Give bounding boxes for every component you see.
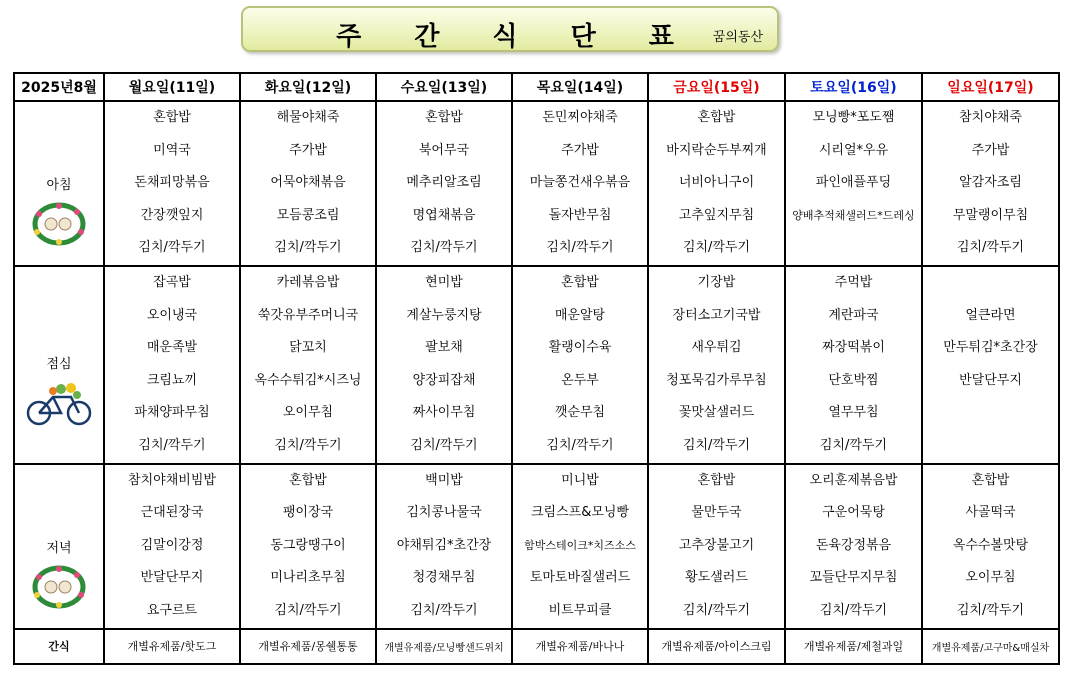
menu-item: 혼합밥	[153, 110, 191, 125]
menu-item: 김치/깍두기	[546, 437, 614, 453]
snack-cell-wed: 개별유제품/모닝빵샌드위치	[376, 629, 512, 664]
menu-item: 구운어묵탕	[822, 505, 885, 521]
menu-item: 알감자조림	[959, 175, 1022, 191]
breakfast-cell-sun	[922, 101, 1059, 266]
menu-item: 참치야채죽	[959, 110, 1022, 125]
menu-item: 활랭이수육	[548, 340, 612, 356]
menu-item: 장터소고기국밥	[672, 307, 761, 323]
menu-item: 닭꼬치	[289, 340, 327, 356]
menu-item: 김치/깍두기	[819, 437, 888, 453]
menu-item: 주가밥	[289, 142, 327, 158]
menu-item: 파인애플푸딩	[815, 175, 892, 191]
day-header-wed: 수요일(13일)	[376, 73, 512, 101]
lunch-cell-sun	[922, 266, 1059, 464]
dinner-cell-mon	[104, 464, 240, 629]
breakfast-cell-tue	[240, 101, 376, 266]
snack-cell-sun: 개별유제품/고구마&매실차	[922, 629, 1059, 664]
menu-item: 짜장떡볶이	[822, 340, 885, 356]
menu-item: 요구르트	[146, 602, 198, 618]
menu-item: 돈육강정볶음	[815, 537, 892, 553]
menu-item: 모듬콩조림	[276, 207, 340, 223]
menu-item: 너비아니구이	[678, 175, 755, 191]
menu-item: 기장밥	[697, 274, 736, 290]
dinner-label-cell	[14, 464, 104, 629]
menu-item: 오이무침	[282, 405, 334, 421]
menu-item: 물만두국	[691, 505, 742, 521]
lunch-label-cell	[14, 266, 104, 464]
menu-item: 양배추적채샐러드*드레싱	[792, 208, 915, 222]
menu-item: 간장깻잎지	[140, 207, 204, 223]
menu-item: 잡곡밥	[153, 274, 191, 290]
menu-item: 옥수수튀김*시즈닝	[254, 372, 362, 388]
menu-item: 김치/깍두기	[138, 240, 206, 256]
menu-item: 오이냉국	[146, 307, 198, 323]
menu-item: 김치/깍두기	[274, 602, 342, 618]
menu-item: 단호박찜	[828, 372, 879, 388]
flower-bicycle-icon	[25, 379, 93, 429]
menu-item: 새우튀김	[691, 340, 742, 356]
day-header-sun: 일요일(17일)	[922, 73, 1059, 101]
menu-item: 깻순무침	[554, 405, 606, 421]
menu-item: 미나리초무침	[270, 570, 346, 586]
breakfast-row	[14, 101, 1059, 266]
breakfast-cell-sat	[785, 101, 922, 266]
month-label: 2025년8월	[14, 73, 104, 101]
menu-item: 김치/깍두기	[682, 437, 751, 453]
menu-item: 크림스프&모닝빵	[530, 505, 630, 521]
snack-row	[14, 629, 1059, 664]
menu-item: 김치/깍두기	[274, 240, 342, 256]
menu-item: 모닝빵*포도쨈	[812, 110, 895, 125]
menu-item: 마늘쫑건새우볶음	[529, 175, 631, 191]
menu-item: 혼합밥	[697, 472, 736, 488]
menu-item: 주가밥	[971, 142, 1010, 158]
menu-item: 청경채무침	[412, 570, 476, 586]
header-row	[14, 73, 1059, 101]
page-title: 주 간 식 단 표	[336, 22, 696, 52]
menu-item: 바지락순두부찌개	[666, 142, 767, 158]
meal-label-dinner: 저녁	[46, 540, 72, 556]
menu-item: 카레볶음밥	[276, 274, 340, 290]
menu-item: 근대된장국	[140, 505, 204, 521]
menu-item: 미니밥	[561, 472, 599, 488]
menu-item: 청포묵김가루무침	[666, 372, 767, 388]
day-header-sat: 토요일(16일)	[785, 73, 922, 101]
menu-item: 북어무국	[418, 142, 470, 158]
menu-item: 혼합밥	[289, 472, 327, 488]
menu-item: 어묵야채볶음	[270, 175, 346, 191]
dinner-cell-fri	[648, 464, 785, 629]
day-header-tue: 화요일(12일)	[240, 73, 376, 101]
menu-item: 김치/깍두기	[956, 240, 1025, 256]
menu-item: 야채튀김*초간장	[396, 537, 492, 553]
menu-item: 꽃맛살샐러드	[678, 405, 755, 421]
lunch-cell-sat	[785, 266, 922, 464]
menu-item: 짜사이무침	[412, 405, 476, 421]
menu-item: 반달단무지	[140, 570, 204, 586]
menu-item: 시리얼*우유	[818, 142, 889, 158]
lunch-cell-fri	[648, 266, 785, 464]
breakfast-label-cell	[14, 101, 104, 266]
menu-item: 토마토바질샐러드	[529, 570, 631, 586]
meal-label-snack: 간식	[14, 629, 104, 664]
snack-cell-thu: 개별유제품/바나나	[512, 629, 648, 664]
menu-item: 옥수수볼맛탕	[952, 537, 1029, 553]
menu-item: 해물야채죽	[276, 110, 340, 125]
dinner-cell-sat	[785, 464, 922, 629]
menu-item: 황도샐러드	[685, 570, 748, 586]
snack-cell-sat: 개별유제품/제철과일	[785, 629, 922, 664]
menu-item: 김치/깍두기	[956, 602, 1025, 618]
floral-wreath-icon	[25, 198, 93, 248]
meal-label-breakfast: 아침	[46, 178, 72, 193]
day-header-mon: 월요일(11일)	[104, 73, 240, 101]
menu-item: 김말이강정	[140, 537, 204, 553]
menu-item: 매운알탕	[554, 307, 606, 323]
menu-item: 오이무침	[965, 570, 1016, 586]
dinner-cell-sun	[922, 464, 1059, 629]
floral-wreath-icon	[25, 561, 93, 611]
dinner-row	[14, 464, 1059, 629]
menu-item: 김치/깍두기	[819, 602, 888, 618]
menu-item: 동그랑땡구이	[270, 537, 346, 553]
meal-label-lunch: 점심	[46, 356, 72, 372]
menu-item: 비트무피클	[548, 602, 612, 618]
page-subtitle: 꿈의동산	[712, 30, 763, 45]
menu-item	[923, 430, 1058, 463]
menu-item: 미역국	[153, 142, 191, 158]
menu-item: 쑥갓유부주머니국	[257, 307, 359, 323]
dinner-cell-tue	[240, 464, 376, 629]
lunch-cell-tue	[240, 266, 376, 464]
menu-item: 김치/깍두기	[682, 602, 751, 618]
menu-item: 주먹밥	[834, 274, 873, 290]
menu-item: 돌자반무침	[548, 207, 612, 223]
menu-item: 파채양파무침	[134, 405, 210, 421]
menu-item: 크림뇨끼	[146, 372, 198, 388]
menu-item: 매운족발	[146, 340, 198, 356]
lunch-cell-thu	[512, 266, 648, 464]
breakfast-cell-wed	[376, 101, 512, 266]
title-banner	[241, 6, 779, 52]
menu-item: 오리훈제볶음밥	[809, 472, 898, 488]
menu-item: 김치/깍두기	[274, 437, 342, 453]
menu-item: 혼합밥	[971, 472, 1010, 488]
menu-item: 얼큰라면	[965, 307, 1016, 323]
dinner-cell-thu	[512, 464, 648, 629]
menu-item: 함박스테이크*치즈소스	[524, 538, 636, 552]
menu-item: 계란파국	[828, 307, 879, 323]
menu-item: 팔보채	[425, 340, 463, 356]
lunch-cell-mon	[104, 266, 240, 464]
menu-item: 열무무침	[828, 405, 879, 421]
lunch-cell-wed	[376, 266, 512, 464]
menu-item: 주가밥	[561, 142, 599, 158]
menu-item: 김치/깍두기	[138, 437, 206, 453]
menu-item: 온두부	[561, 372, 599, 388]
day-header-fri: 금요일(15일)	[648, 73, 785, 101]
menu-item: 돈민찌야채죽	[542, 110, 618, 125]
snack-cell-mon: 개별유제품/핫도그	[104, 629, 240, 664]
menu-item: 만두튀김*초간장	[943, 340, 1038, 356]
menu-item: 김치콩나물국	[406, 505, 482, 521]
dinner-cell-wed	[376, 464, 512, 629]
menu-item: 혼합밥	[697, 110, 736, 125]
menu-item: 김치/깍두기	[410, 437, 478, 453]
breakfast-cell-fri	[648, 101, 785, 266]
menu-item	[923, 397, 1058, 430]
menu-item: 백미밥	[425, 472, 463, 488]
breakfast-cell-thu	[512, 101, 648, 266]
lunch-row	[14, 266, 1059, 464]
menu-item: 메추리알조림	[406, 175, 482, 191]
menu-item: 김치/깍두기	[410, 602, 478, 618]
menu-item: 김치/깍두기	[546, 240, 614, 256]
menu-item: 고추장불고기	[678, 537, 755, 553]
menu-item: 김치/깍두기	[682, 240, 751, 256]
menu-item: 계살누룽지탕	[406, 307, 482, 323]
menu-item: 고추잎지무침	[678, 207, 755, 223]
snack-cell-fri: 개별유제품/아이스크림	[648, 629, 785, 664]
menu-item: 반달단무지	[959, 372, 1022, 388]
weekly-menu-table	[13, 72, 1060, 665]
menu-item: 현미밥	[425, 274, 463, 290]
breakfast-cell-mon	[104, 101, 240, 266]
menu-item: 꼬들단무지무침	[809, 570, 898, 586]
menu-item: 명엽채볶음	[412, 207, 476, 223]
menu-item: 돈채피망볶음	[134, 175, 210, 191]
day-header-thu: 목요일(14일)	[512, 73, 648, 101]
menu-item: 혼합밥	[425, 110, 463, 125]
menu-item: 사골떡국	[965, 505, 1016, 521]
menu-item	[786, 232, 921, 265]
menu-item: 양장피잡채	[412, 372, 476, 388]
menu-item: 무말랭이무침	[952, 207, 1029, 223]
menu-item	[923, 267, 1058, 300]
snack-cell-tue: 개별유제품/몽쉘통통	[240, 629, 376, 664]
menu-item: 참치야채비빔밥	[128, 472, 216, 488]
menu-item: 김치/깍두기	[410, 240, 478, 256]
menu-item: 혼합밥	[561, 274, 599, 290]
menu-item: 팽이장국	[282, 505, 334, 521]
